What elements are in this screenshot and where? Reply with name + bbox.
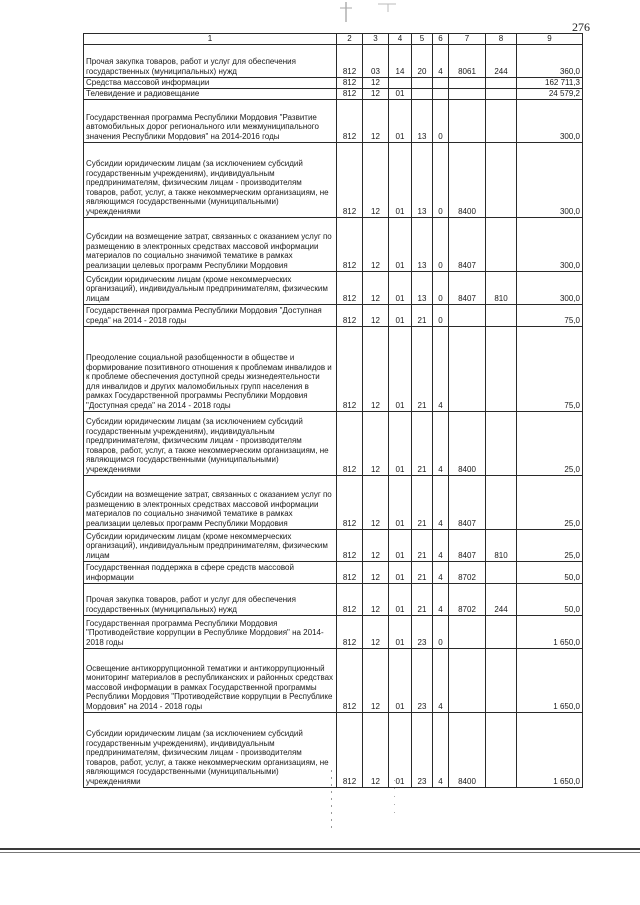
row-code-section: 12 bbox=[363, 304, 389, 326]
row-code-expense-type bbox=[486, 475, 517, 529]
row-code-subprogram: 4 bbox=[433, 529, 449, 561]
row-code-expense-type bbox=[486, 88, 517, 99]
row-code-subprogram: 0 bbox=[433, 615, 449, 648]
row-code-ministry: 812 bbox=[337, 44, 363, 77]
row-code-ministry: 812 bbox=[337, 326, 363, 411]
row-code-target-item: 8407 bbox=[449, 217, 486, 271]
row-code-target-item bbox=[449, 304, 486, 326]
row-description: Телевидение и радиовещание bbox=[84, 88, 337, 99]
row-description: Прочая закупка товаров, работ и услуг для обеспечения государственных (муниципальных) нужд bbox=[84, 44, 337, 77]
row-code-section: 12 bbox=[363, 712, 389, 787]
row-code-subsection: 01 bbox=[389, 583, 412, 615]
row-code-program: 13 bbox=[412, 99, 433, 142]
table-row bbox=[84, 475, 583, 529]
row-code-section: 12 bbox=[363, 77, 389, 88]
row-code-target-item: 8702 bbox=[449, 583, 486, 615]
row-code-section: 12 bbox=[363, 217, 389, 271]
row-code-section: 12 bbox=[363, 411, 389, 475]
row-description: Субсидии на возмещение затрат, связанных с оказанием услуг по размещению в электронных средствах массовой информации материалов по социально значимой тематике в рамках реализации целевых программ Республики Мордовия bbox=[84, 217, 337, 271]
table-row bbox=[84, 529, 583, 561]
table-row bbox=[84, 271, 583, 304]
table-row bbox=[84, 142, 583, 217]
row-code-ministry: 812 bbox=[337, 648, 363, 712]
row-description: Субсидии на возмещение затрат, связанных с оказанием услуг по размещению в электронных средствах массовой информации материалов по социально значимой тематике в рамках реализации целевых программ Республики Мордовия bbox=[84, 475, 337, 529]
row-code-target-item: 8400 bbox=[449, 411, 486, 475]
row-amount: 25,0 bbox=[517, 411, 583, 475]
row-code-ministry: 812 bbox=[337, 271, 363, 304]
row-description: Субсидии юридическим лицам (кроме некоммерческих организаций), индивидуальным предпринимателям, физическим лицам bbox=[84, 529, 337, 561]
row-amount: 300,0 bbox=[517, 271, 583, 304]
table-row bbox=[84, 217, 583, 271]
row-code-subprogram: 0 bbox=[433, 99, 449, 142]
row-description: Субсидии юридическим лицам (кроме некоммерческих организаций), индивидуальным предпринимателям, физическим лицам bbox=[84, 271, 337, 304]
row-code-program bbox=[412, 77, 433, 88]
page-bottom-border bbox=[0, 848, 640, 850]
row-description: Субсидии юридическим лицам (за исключением субсидий государственным учреждениям), индивидуальным предпринимателям, физическим лицам - производителям товаров, работ, услуг, а также некоммерческим организациям, не являющимся государственными (муниципальными) учреждениями bbox=[84, 411, 337, 475]
row-code-ministry: 812 bbox=[337, 217, 363, 271]
row-code-subsection: 01 bbox=[389, 712, 412, 787]
row-code-subprogram: 4 bbox=[433, 712, 449, 787]
row-code-section: 12 bbox=[363, 561, 389, 583]
row-code-program: 13 bbox=[412, 217, 433, 271]
row-amount: 25,0 bbox=[517, 529, 583, 561]
header-row bbox=[84, 34, 583, 45]
row-amount: 360,0 bbox=[517, 44, 583, 77]
row-code-subsection: 01 bbox=[389, 615, 412, 648]
row-code-section: 12 bbox=[363, 648, 389, 712]
row-code-expense-type: 810 bbox=[486, 529, 517, 561]
row-code-subprogram: 4 bbox=[433, 326, 449, 411]
table-row bbox=[84, 411, 583, 475]
table-row bbox=[84, 583, 583, 615]
scan-artifact-line bbox=[394, 780, 395, 820]
row-code-section: 12 bbox=[363, 99, 389, 142]
row-code-section: 12 bbox=[363, 271, 389, 304]
row-amount: 300,0 bbox=[517, 142, 583, 217]
table-row bbox=[84, 99, 583, 142]
row-code-subsection: 01 bbox=[389, 88, 412, 99]
row-code-subprogram: 4 bbox=[433, 475, 449, 529]
row-code-expense-type bbox=[486, 411, 517, 475]
row-code-target-item bbox=[449, 326, 486, 411]
table-row bbox=[84, 326, 583, 411]
row-code-subprogram: 4 bbox=[433, 648, 449, 712]
row-amount: 50,0 bbox=[517, 561, 583, 583]
row-code-expense-type bbox=[486, 217, 517, 271]
row-code-program: 21 bbox=[412, 411, 433, 475]
row-code-subsection: 01 bbox=[389, 475, 412, 529]
row-code-subsection: 01 bbox=[389, 99, 412, 142]
row-code-program: 13 bbox=[412, 142, 433, 217]
row-code-program: 21 bbox=[412, 304, 433, 326]
row-code-expense-type bbox=[486, 99, 517, 142]
row-code-target-item bbox=[449, 615, 486, 648]
page-number: 276 bbox=[572, 20, 590, 34]
row-description: Прочая закупка товаров, работ и услуг для обеспечения государственных (муниципальных) нужд bbox=[84, 583, 337, 615]
row-code-ministry: 812 bbox=[337, 561, 363, 583]
row-code-expense-type: 810 bbox=[486, 271, 517, 304]
scan-artifact-mark bbox=[338, 0, 408, 30]
row-code-program: 21 bbox=[412, 583, 433, 615]
row-code-ministry: 812 bbox=[337, 77, 363, 88]
row-code-program: 21 bbox=[412, 561, 433, 583]
row-code-ministry: 812 bbox=[337, 712, 363, 787]
row-amount: 1 650,0 bbox=[517, 712, 583, 787]
row-code-expense-type bbox=[486, 712, 517, 787]
row-code-expense-type bbox=[486, 615, 517, 648]
row-code-program: 13 bbox=[412, 271, 433, 304]
row-description: Средства массовой информации bbox=[84, 77, 337, 88]
row-code-subsection: 01 bbox=[389, 326, 412, 411]
row-code-ministry: 812 bbox=[337, 411, 363, 475]
row-code-subsection: 01 bbox=[389, 411, 412, 475]
row-code-target-item: 8061 bbox=[449, 44, 486, 77]
row-code-subsection: 01 bbox=[389, 561, 412, 583]
row-amount: 75,0 bbox=[517, 326, 583, 411]
row-code-section: 12 bbox=[363, 529, 389, 561]
row-code-expense-type: 244 bbox=[486, 44, 517, 77]
table-row bbox=[84, 77, 583, 88]
row-code-subsection: 01 bbox=[389, 304, 412, 326]
row-code-program: 23 bbox=[412, 648, 433, 712]
row-code-subprogram: 4 bbox=[433, 44, 449, 77]
row-code-subsection: 01 bbox=[389, 142, 412, 217]
row-code-ministry: 812 bbox=[337, 142, 363, 217]
row-code-ministry: 812 bbox=[337, 529, 363, 561]
row-code-program bbox=[412, 88, 433, 99]
row-description: Государственная программа Республики Мордовия "Доступная среда" на 2014 - 2018 годы bbox=[84, 304, 337, 326]
row-code-subsection: 01 bbox=[389, 217, 412, 271]
row-code-ministry: 812 bbox=[337, 99, 363, 142]
row-code-target-item: 8400 bbox=[449, 142, 486, 217]
row-amount: 75,0 bbox=[517, 304, 583, 326]
row-code-ministry: 812 bbox=[337, 475, 363, 529]
row-code-section: 03 bbox=[363, 44, 389, 77]
row-code-subprogram: 4 bbox=[433, 583, 449, 615]
row-code-ministry: 812 bbox=[337, 583, 363, 615]
row-code-program: 21 bbox=[412, 475, 433, 529]
table-row bbox=[84, 561, 583, 583]
header-cell: 5 bbox=[412, 34, 433, 45]
row-code-target-item: 8400 bbox=[449, 712, 486, 787]
row-description: Преодоление социальной разобщенности в обществе и формирование позитивного отношения к проблемам инвалидов и к проблеме обеспечения доступной среды жизнедеятельности для инвалидов и других маломобильных групп населения в рамках Государственной программы Республики Мордовия "Доступная среда" на 2014 - 2018 годы bbox=[84, 326, 337, 411]
page-bottom-border bbox=[0, 852, 640, 853]
row-code-target-item bbox=[449, 648, 486, 712]
header-cell: 6 bbox=[433, 34, 449, 45]
row-code-subsection: 01 bbox=[389, 271, 412, 304]
row-code-target-item: 8407 bbox=[449, 475, 486, 529]
row-code-expense-type bbox=[486, 77, 517, 88]
row-code-target-item bbox=[449, 77, 486, 88]
header-cell: 4 bbox=[389, 34, 412, 45]
row-code-expense-type bbox=[486, 561, 517, 583]
header-cell: 9 bbox=[517, 34, 583, 45]
row-code-program: 20 bbox=[412, 44, 433, 77]
row-code-section: 12 bbox=[363, 142, 389, 217]
row-code-expense-type: 244 bbox=[486, 583, 517, 615]
row-amount: 300,0 bbox=[517, 99, 583, 142]
row-description: Освещение антикоррупционной тематики и антикоррупционный мониторинг материалов в республиканских и районных средствах массовой информации в рамках Государственной программы Республики Мордовия "Противодействие коррупции в Республике Мордовия" на 2014 - 2018 годы bbox=[84, 648, 337, 712]
row-code-target-item bbox=[449, 88, 486, 99]
row-code-program: 23 bbox=[412, 615, 433, 648]
row-code-ministry: 812 bbox=[337, 88, 363, 99]
row-code-subprogram bbox=[433, 88, 449, 99]
row-code-program: 21 bbox=[412, 529, 433, 561]
row-code-expense-type bbox=[486, 304, 517, 326]
row-amount: 1 650,0 bbox=[517, 615, 583, 648]
scan-artifact-line bbox=[331, 770, 332, 830]
row-code-ministry: 812 bbox=[337, 304, 363, 326]
row-code-program: 21 bbox=[412, 326, 433, 411]
row-amount: 24 579,2 bbox=[517, 88, 583, 99]
row-code-expense-type bbox=[486, 648, 517, 712]
row-amount: 1 650,0 bbox=[517, 648, 583, 712]
row-description: Государственная поддержка в сфере средств массовой информации bbox=[84, 561, 337, 583]
header-cell: 1 bbox=[84, 34, 337, 45]
row-amount: 300,0 bbox=[517, 217, 583, 271]
row-code-subprogram: 4 bbox=[433, 561, 449, 583]
row-code-section: 12 bbox=[363, 88, 389, 99]
header-cell: 2 bbox=[337, 34, 363, 45]
table-row bbox=[84, 615, 583, 648]
row-code-target-item: 8407 bbox=[449, 529, 486, 561]
row-code-subprogram: 0 bbox=[433, 217, 449, 271]
table-row bbox=[84, 304, 583, 326]
row-description: Субсидии юридическим лицам (за исключением субсидий государственным учреждениям), индивидуальным предпринимателям, физическим лицам - производителям товаров, работ, услуг, а также некоммерческим организациям, не являющимся государственными (муниципальными) учреждениями bbox=[84, 142, 337, 217]
row-code-section: 12 bbox=[363, 583, 389, 615]
row-code-section: 12 bbox=[363, 475, 389, 529]
row-description: Государственная программа Республики Мордовия "Развитие автомобильных дорог регионального или межмуниципального значения Республики Мордовия" на 2014-2016 годы bbox=[84, 99, 337, 142]
row-code-ministry: 812 bbox=[337, 615, 363, 648]
row-code-target-item: 8407 bbox=[449, 271, 486, 304]
row-code-subprogram: 4 bbox=[433, 411, 449, 475]
row-code-subsection bbox=[389, 77, 412, 88]
row-code-subsection: 01 bbox=[389, 648, 412, 712]
row-description: Субсидии юридическим лицам (за исключением субсидий государственным учреждениям), индивидуальным предпринимателям, физическим лицам - производителям товаров, работ, услуг, а также некоммерческим организациям, не являющимся государственными (муниципальными) учреждениями bbox=[84, 712, 337, 787]
row-amount: 50,0 bbox=[517, 583, 583, 615]
row-description: Государственная программа Республики Мордовия "Противодействие коррупции в Республике Мордовия" на 2014-2018 годы bbox=[84, 615, 337, 648]
row-code-target-item: 8702 bbox=[449, 561, 486, 583]
table-row bbox=[84, 44, 583, 77]
row-code-program: 23 bbox=[412, 712, 433, 787]
row-code-subprogram: 0 bbox=[433, 304, 449, 326]
row-code-subprogram: 0 bbox=[433, 142, 449, 217]
row-code-expense-type bbox=[486, 142, 517, 217]
row-amount: 25,0 bbox=[517, 475, 583, 529]
header-cell: 3 bbox=[363, 34, 389, 45]
row-code-subprogram bbox=[433, 77, 449, 88]
row-code-section: 12 bbox=[363, 615, 389, 648]
table-row bbox=[84, 88, 583, 99]
row-amount: 162 711,3 bbox=[517, 77, 583, 88]
row-code-section: 12 bbox=[363, 326, 389, 411]
row-code-subsection: 01 bbox=[389, 529, 412, 561]
table-row bbox=[84, 712, 583, 787]
table-row bbox=[84, 648, 583, 712]
budget-table bbox=[83, 33, 583, 788]
row-code-expense-type bbox=[486, 326, 517, 411]
row-code-subsection: 14 bbox=[389, 44, 412, 77]
header-cell: 8 bbox=[486, 34, 517, 45]
row-code-subprogram: 0 bbox=[433, 271, 449, 304]
row-code-target-item bbox=[449, 99, 486, 142]
header-cell: 7 bbox=[449, 34, 486, 45]
